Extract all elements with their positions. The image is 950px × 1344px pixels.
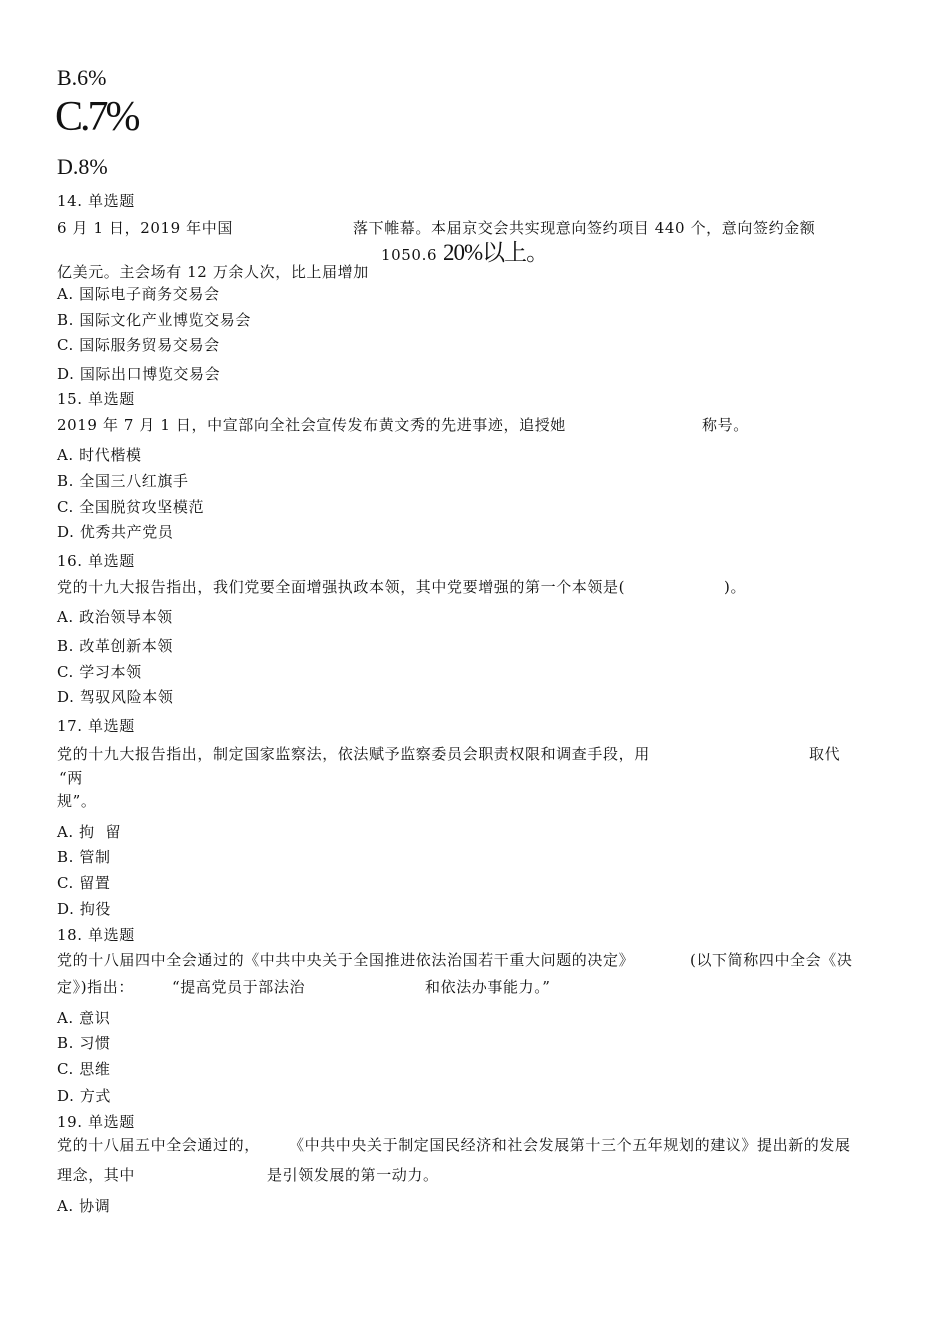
q19-stem-line2-b: 是引领发展的第一动力。 [267, 1166, 439, 1184]
q19-stem-part1: 党的十八届五中全会通过的， [57, 1136, 260, 1154]
q15-option-c: C. 全国脱贫攻坚模范 [57, 498, 205, 516]
q18-option-c: C. 思维 [57, 1060, 111, 1078]
q16-stem-end: )。 [724, 578, 747, 596]
q17-stem-line3: 规”。 [57, 792, 97, 810]
q16-option-d: D. 驾驭风险本领 [57, 688, 174, 706]
q16-option-c: C. 学习本领 [57, 663, 142, 681]
q14-stem-part1: 6 月 1 日，2019 年中国 [57, 219, 233, 237]
q19-stem-line2-a: 理念，其中 [57, 1166, 136, 1184]
q18-option-a: A. 意识 [57, 1009, 111, 1027]
q15-stem-part1: 2019 年 7 月 1 日，中宣部向全社会宣传发布黄文秀的先进事迹，追授她 [57, 416, 566, 434]
q17-option-d: D. 拘役 [57, 900, 112, 918]
q18-option-d: D. 方式 [57, 1087, 112, 1105]
q14-option-c: C. 国际服务贸易交易会 [57, 336, 220, 354]
q14-stem-line3: 亿美元。主会场有 12 万余人次，比上届增加 [57, 263, 369, 281]
q14-stem-amount: 1050.6 [381, 246, 438, 264]
q18-stem-part1: 党的十八届四中全会通过的《中共中央关于全国推进依法治国若干重大问题的决定》 [57, 951, 635, 969]
q18-option-b: B. 习惯 [57, 1034, 111, 1052]
q18-stem-line2-a: 定》)指出： [57, 978, 134, 996]
q14-stem-part2: 落下帷幕。本届京交会共实现意向签约项目 440 个，意向签约金额 [353, 219, 816, 237]
q17-stem-part1: 党的十九大报告指出，制定国家监察法，依法赋予监察委员会职责权限和调查手段，用 [57, 745, 650, 763]
q16-option-a: A. 政治领导本领 [57, 608, 173, 626]
q18-stem-line2-c: 和依法办事能力。” [425, 978, 551, 996]
q19-option-a: A. 协调 [57, 1197, 111, 1215]
q13-option-d: D.8% [57, 154, 108, 179]
q15-header: 15. 单选题 [57, 390, 135, 408]
q16-option-b: B. 改革创新本领 [57, 637, 173, 655]
q17-option-a: A. 拘 留 [57, 823, 122, 841]
q14-stem-increase: 20%以上。 [443, 240, 549, 265]
q14-option-d: D. 国际出口博览交易会 [57, 365, 221, 383]
q16-header: 16. 单选题 [57, 552, 135, 570]
q17-option-c: C. 留置 [57, 874, 111, 892]
q17-stem-part2: 取代 [809, 745, 841, 763]
q13-option-c: C.7% [55, 94, 138, 140]
q18-stem-line2-b: “提高党员于部法治 [172, 978, 306, 996]
q14-header: 14. 单选题 [57, 192, 135, 210]
q17-option-b: B. 管制 [57, 848, 111, 866]
q15-option-d: D. 优秀共产党员 [57, 523, 174, 541]
q15-stem-part2: 称号。 [702, 416, 749, 434]
q18-header: 18. 单选题 [57, 926, 135, 944]
q14-option-a: A. 国际电子商务交易会 [57, 285, 220, 303]
q13-option-b: B.6% [57, 65, 107, 90]
q14-option-b: B. 国际文化产业博览交易会 [57, 311, 251, 329]
q19-stem-part2: 《中共中央关于制定国民经济和社会发展第十三个五年规划的建议》提出新的发展 [289, 1136, 851, 1154]
q16-stem: 党的十九大报告指出，我们党要全面增强执政本领，其中党要增强的第一个本领是( [57, 578, 626, 596]
q19-header: 19. 单选题 [57, 1113, 135, 1131]
q17-stem-line2: “两 [59, 769, 83, 787]
q15-option-b: B. 全国三八红旗手 [57, 472, 189, 490]
q15-option-a: A. 时代楷模 [57, 446, 142, 464]
q18-stem-part2: (以下简称四中全会《决 [690, 951, 853, 969]
q17-header: 17. 单选题 [57, 717, 135, 735]
